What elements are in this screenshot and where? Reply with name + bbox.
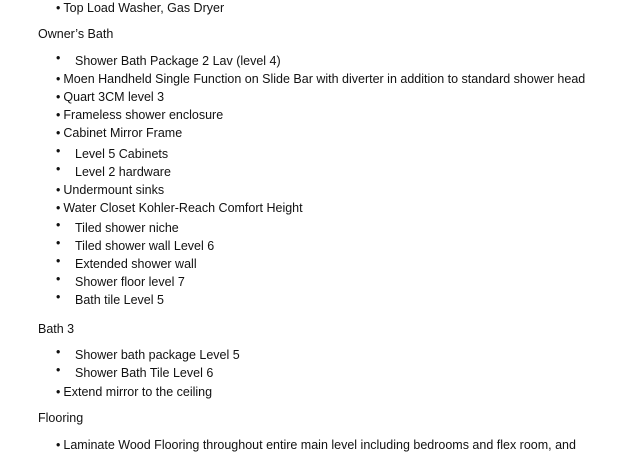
list-item-text: Moen Handheld Single Function on Slide Bar with diverter in addition to standard shower head <box>63 72 586 86</box>
list-item <box>56 89 164 105</box>
bullet-icon: • <box>56 183 61 197</box>
bullet-icon: • <box>56 272 61 286</box>
list-item-text: Quart 3CM level 3 <box>63 90 165 104</box>
list-item-text: Cabinet Mirror Frame <box>63 126 183 140</box>
list-item-text: Undermount sinks <box>63 183 165 197</box>
section-heading-bath-3: Bath 3 <box>38 322 75 336</box>
bullet-icon: • <box>56 218 61 232</box>
section-heading-owners-bath: Owner’s Bath <box>38 27 114 41</box>
list-item-text: Extended shower wall <box>75 257 197 271</box>
list-item <box>56 347 240 363</box>
bullet-icon: • <box>56 90 61 104</box>
list-item-text: Tiled shower niche <box>75 221 179 235</box>
list-item-top-washer <box>56 0 224 16</box>
bullet-icon: • <box>56 108 61 122</box>
list-item <box>56 365 213 381</box>
list-item-text: Shower bath package Level 5 <box>75 348 240 362</box>
bullet-icon: • <box>56 72 61 86</box>
list-item <box>56 274 185 290</box>
bullet-icon: • <box>56 363 61 377</box>
section-heading-flooring: Flooring <box>38 411 84 425</box>
list-item-text: Extend mirror to the ceiling <box>63 385 213 399</box>
list-item <box>56 71 585 87</box>
list-item <box>56 437 576 453</box>
list-item-text: Shower Bath Tile Level 6 <box>75 366 214 380</box>
bullet-icon: • <box>56 51 61 65</box>
bullet-icon: • <box>56 201 61 215</box>
bullet-icon: • <box>56 385 61 399</box>
list-item <box>56 125 182 141</box>
list-item-text: Shower Bath Package 2 Lav (level 4) <box>75 54 281 68</box>
list-item-text: Level 5 Cabinets <box>75 147 169 161</box>
list-item-text: Laminate Wood Flooring throughout entire main level including bedrooms and flex room, and <box>63 438 576 452</box>
bullet-icon: • <box>56 345 61 359</box>
list-item-text: Bath tile Level 5 <box>75 293 164 307</box>
bullet-icon: • <box>56 290 61 304</box>
bullet-icon: • <box>56 144 61 158</box>
bullet-icon: • <box>56 162 61 176</box>
list-item <box>56 256 197 272</box>
list-item <box>56 107 223 123</box>
list-item-text: Water Closet Kohler-Reach Comfort Height <box>63 201 303 215</box>
list-item <box>56 146 168 162</box>
bullet-icon: • <box>56 1 61 15</box>
list-item-text: Level 2 hardware <box>75 165 171 179</box>
list-item <box>56 384 212 400</box>
list-item <box>56 164 171 180</box>
list-item <box>56 200 303 216</box>
list-item-text: Shower floor level 7 <box>75 275 185 289</box>
list-item <box>56 53 281 69</box>
bullet-icon: • <box>56 236 61 250</box>
list-item <box>56 292 164 308</box>
list-item-text: Frameless shower enclosure <box>63 108 224 122</box>
bullet-icon: • <box>56 438 61 452</box>
list-item <box>56 220 179 236</box>
list-item-text: Tiled shower wall Level 6 <box>75 239 215 253</box>
list-item-text: Top Load Washer, Gas Dryer <box>63 1 225 15</box>
list-item <box>56 238 214 254</box>
bullet-icon: • <box>56 254 61 268</box>
bullet-icon: • <box>56 126 61 140</box>
list-item <box>56 182 164 198</box>
